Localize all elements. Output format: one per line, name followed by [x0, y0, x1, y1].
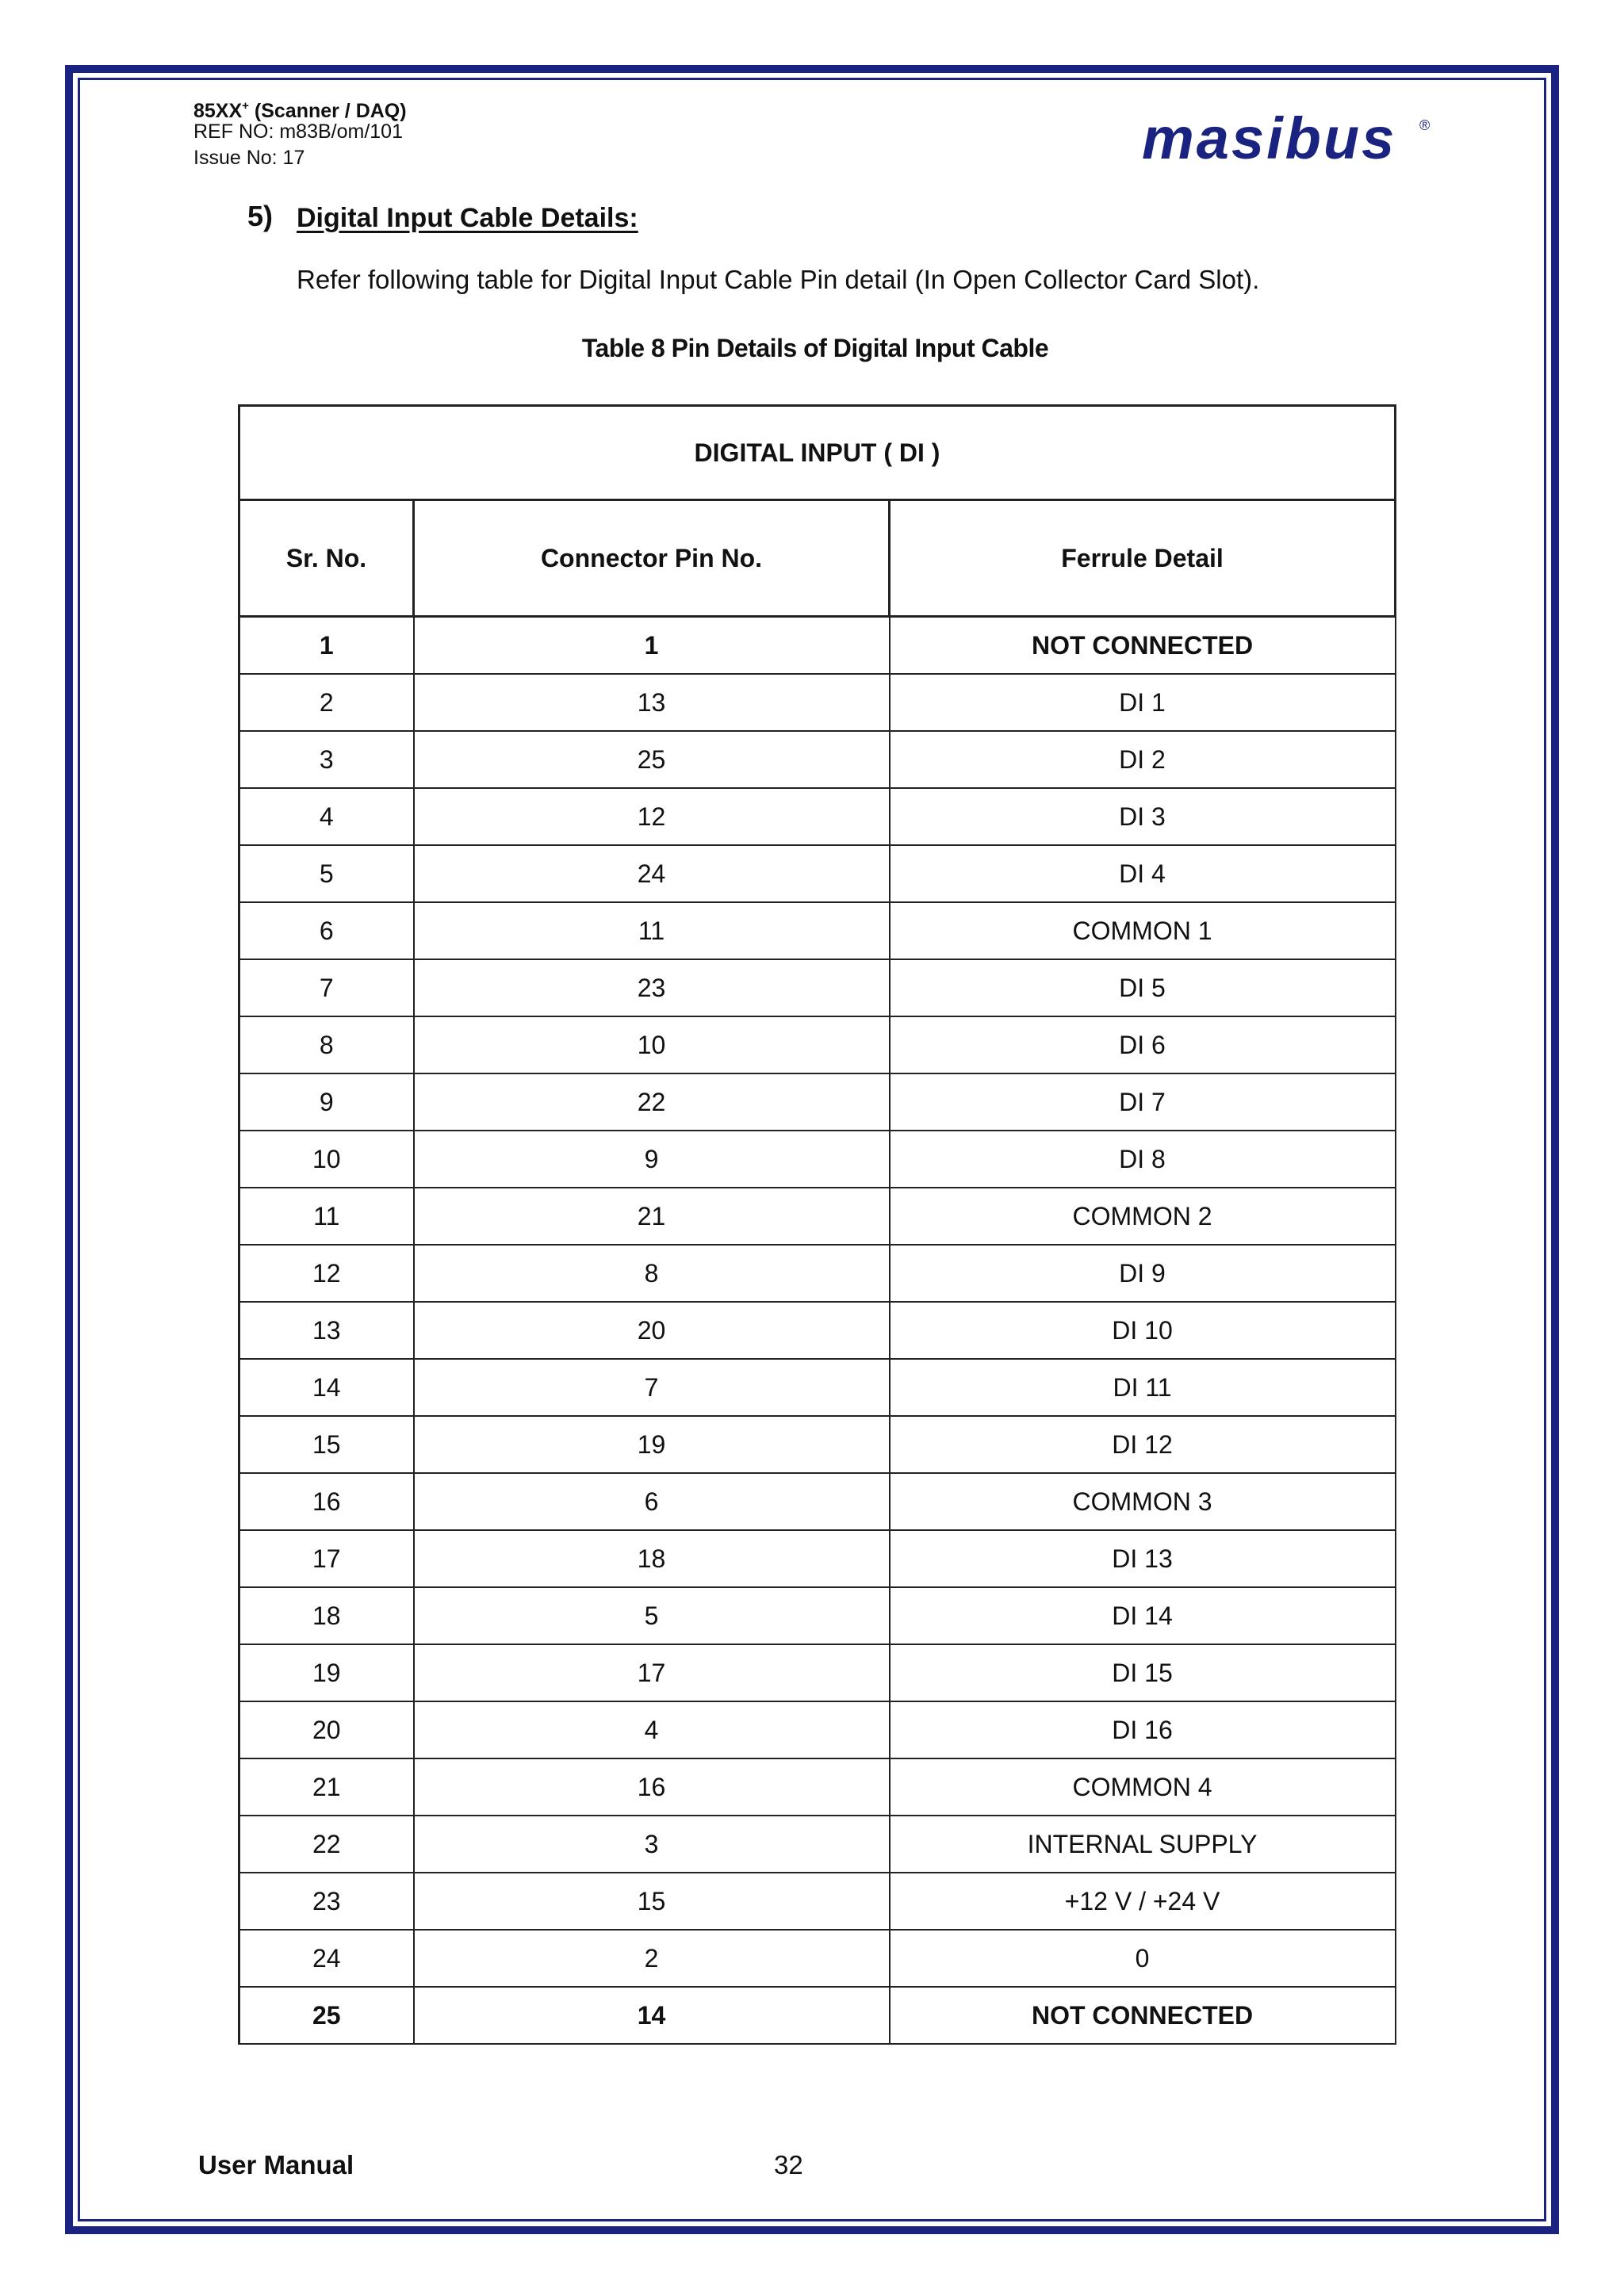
table-row [239, 674, 1396, 731]
cell-sr-no: 1 [239, 617, 414, 675]
cell-sr-no: 22 [239, 1816, 414, 1873]
cell-connector-pin: 23 [414, 959, 890, 1016]
table-row [239, 1073, 1396, 1131]
table-row [239, 1873, 1396, 1930]
cell-connector-pin: 19 [414, 1416, 890, 1473]
header-ref-no: REF NO: m83B/om/101 [193, 121, 403, 143]
cell-ferrule-detail: DI 14 [890, 1587, 1396, 1644]
table-row [239, 845, 1396, 902]
table-body [239, 617, 1396, 2045]
cell-connector-pin: 4 [414, 1701, 890, 1758]
logo-registered-mark: ® [1419, 117, 1431, 133]
cell-sr-no: 9 [239, 1073, 414, 1131]
cell-sr-no: 7 [239, 959, 414, 1016]
cell-ferrule-detail: DI 8 [890, 1131, 1396, 1188]
cell-connector-pin: 11 [414, 902, 890, 959]
cell-connector-pin: 8 [414, 1245, 890, 1302]
table-row [239, 1930, 1396, 1987]
cell-ferrule-detail: DI 3 [890, 788, 1396, 845]
table-caption: Table 8 Pin Details of Digital Input Cable [581, 334, 1049, 362]
cell-ferrule-detail: DI 11 [890, 1359, 1396, 1416]
cell-connector-pin: 10 [414, 1016, 890, 1073]
cell-connector-pin: 9 [414, 1131, 890, 1188]
section-number: 5) [247, 200, 274, 232]
table-row [239, 617, 1396, 675]
column-header-sr-no: Sr. No. [239, 500, 414, 617]
table-row [239, 1701, 1396, 1758]
cell-sr-no: 13 [239, 1302, 414, 1359]
table-row [239, 1131, 1396, 1188]
cell-sr-no: 2 [239, 674, 414, 731]
cell-sr-no: 6 [239, 902, 414, 959]
cell-sr-no: 19 [239, 1644, 414, 1701]
cell-sr-no: 16 [239, 1473, 414, 1530]
product-superscript: + [242, 99, 249, 113]
column-header-ferrule-detail: Ferrule Detail [890, 500, 1396, 617]
cell-connector-pin: 3 [414, 1816, 890, 1873]
cell-sr-no: 11 [239, 1188, 414, 1245]
cell-ferrule-detail: COMMON 2 [890, 1188, 1396, 1245]
cell-ferrule-detail: NOT CONNECTED [890, 1987, 1396, 2044]
cell-connector-pin: 21 [414, 1188, 890, 1245]
table-group-header: DIGITAL INPUT ( DI ) [239, 406, 1396, 500]
cell-ferrule-detail: COMMON 1 [890, 902, 1396, 959]
cell-connector-pin: 22 [414, 1073, 890, 1131]
cell-sr-no: 25 [239, 1987, 414, 2044]
cell-sr-no: 5 [239, 845, 414, 902]
table-row [239, 1530, 1396, 1587]
table-row [239, 959, 1396, 1016]
cell-sr-no: 17 [239, 1530, 414, 1587]
column-header-connector-pin: Connector Pin No. [414, 500, 890, 617]
cell-ferrule-detail: DI 9 [890, 1245, 1396, 1302]
table-row [239, 1016, 1396, 1073]
cell-sr-no: 3 [239, 731, 414, 788]
product-suffix: (Scanner / DAQ) [248, 100, 407, 122]
cell-sr-no: 4 [239, 788, 414, 845]
cell-sr-no: 21 [239, 1758, 414, 1816]
cell-ferrule-detail: DI 13 [890, 1530, 1396, 1587]
section-title: Digital Input Cable Details: [297, 203, 638, 233]
cell-sr-no: 10 [239, 1131, 414, 1188]
cell-sr-no: 12 [239, 1245, 414, 1302]
table-row [239, 1816, 1396, 1873]
masibus-logo [1142, 101, 1435, 173]
pin-details-table [238, 404, 1396, 2045]
logo-text: masibus [1142, 105, 1397, 171]
table-row [239, 1416, 1396, 1473]
header-issue-no: Issue No: 17 [193, 147, 305, 169]
table-row [239, 1644, 1396, 1701]
table-row [239, 1359, 1396, 1416]
cell-ferrule-detail: DI 2 [890, 731, 1396, 788]
table-row [239, 902, 1396, 959]
cell-connector-pin: 17 [414, 1644, 890, 1701]
table-row [239, 788, 1396, 845]
cell-ferrule-detail: DI 6 [890, 1016, 1396, 1073]
cell-connector-pin: 15 [414, 1873, 890, 1930]
section-intro: Refer following table for Digital Input Cable Pin detail (In Open Collector Card Slot). [297, 265, 1260, 294]
cell-ferrule-detail: 0 [890, 1930, 1396, 1987]
cell-ferrule-detail: DI 1 [890, 674, 1396, 731]
cell-ferrule-detail: DI 7 [890, 1073, 1396, 1131]
cell-connector-pin: 1 [414, 617, 890, 675]
product-name: 85XX [193, 100, 243, 122]
footer-user-manual: User Manual [198, 2150, 354, 2179]
table-row [239, 1188, 1396, 1245]
cell-connector-pin: 24 [414, 845, 890, 902]
cell-connector-pin: 14 [414, 1987, 890, 2044]
cell-ferrule-detail: COMMON 3 [890, 1473, 1396, 1530]
cell-sr-no: 24 [239, 1930, 414, 1987]
table-row [239, 1245, 1396, 1302]
cell-connector-pin: 2 [414, 1930, 890, 1987]
footer-page-number: 32 [774, 2150, 803, 2179]
cell-connector-pin: 25 [414, 731, 890, 788]
table-row [239, 731, 1396, 788]
cell-connector-pin: 16 [414, 1758, 890, 1816]
table-row [239, 1473, 1396, 1530]
table-row [239, 1987, 1396, 2044]
cell-sr-no: 8 [239, 1016, 414, 1073]
table-row [239, 1587, 1396, 1644]
cell-sr-no: 18 [239, 1587, 414, 1644]
cell-ferrule-detail: DI 12 [890, 1416, 1396, 1473]
cell-connector-pin: 7 [414, 1359, 890, 1416]
table-row [239, 1302, 1396, 1359]
cell-sr-no: 23 [239, 1873, 414, 1930]
cell-connector-pin: 5 [414, 1587, 890, 1644]
cell-sr-no: 15 [239, 1416, 414, 1473]
cell-sr-no: 14 [239, 1359, 414, 1416]
cell-ferrule-detail: DI 16 [890, 1701, 1396, 1758]
cell-ferrule-detail: INTERNAL SUPPLY [890, 1816, 1396, 1873]
cell-connector-pin: 6 [414, 1473, 890, 1530]
cell-ferrule-detail: NOT CONNECTED [890, 617, 1396, 675]
table-row [239, 1758, 1396, 1816]
cell-connector-pin: 20 [414, 1302, 890, 1359]
cell-connector-pin: 12 [414, 788, 890, 845]
cell-connector-pin: 13 [414, 674, 890, 731]
cell-ferrule-detail: COMMON 4 [890, 1758, 1396, 1816]
cell-ferrule-detail: DI 15 [890, 1644, 1396, 1701]
cell-connector-pin: 18 [414, 1530, 890, 1587]
cell-ferrule-detail: DI 10 [890, 1302, 1396, 1359]
cell-ferrule-detail: +12 V / +24 V [890, 1873, 1396, 1930]
cell-ferrule-detail: DI 5 [890, 959, 1396, 1016]
cell-sr-no: 20 [239, 1701, 414, 1758]
cell-ferrule-detail: DI 4 [890, 845, 1396, 902]
